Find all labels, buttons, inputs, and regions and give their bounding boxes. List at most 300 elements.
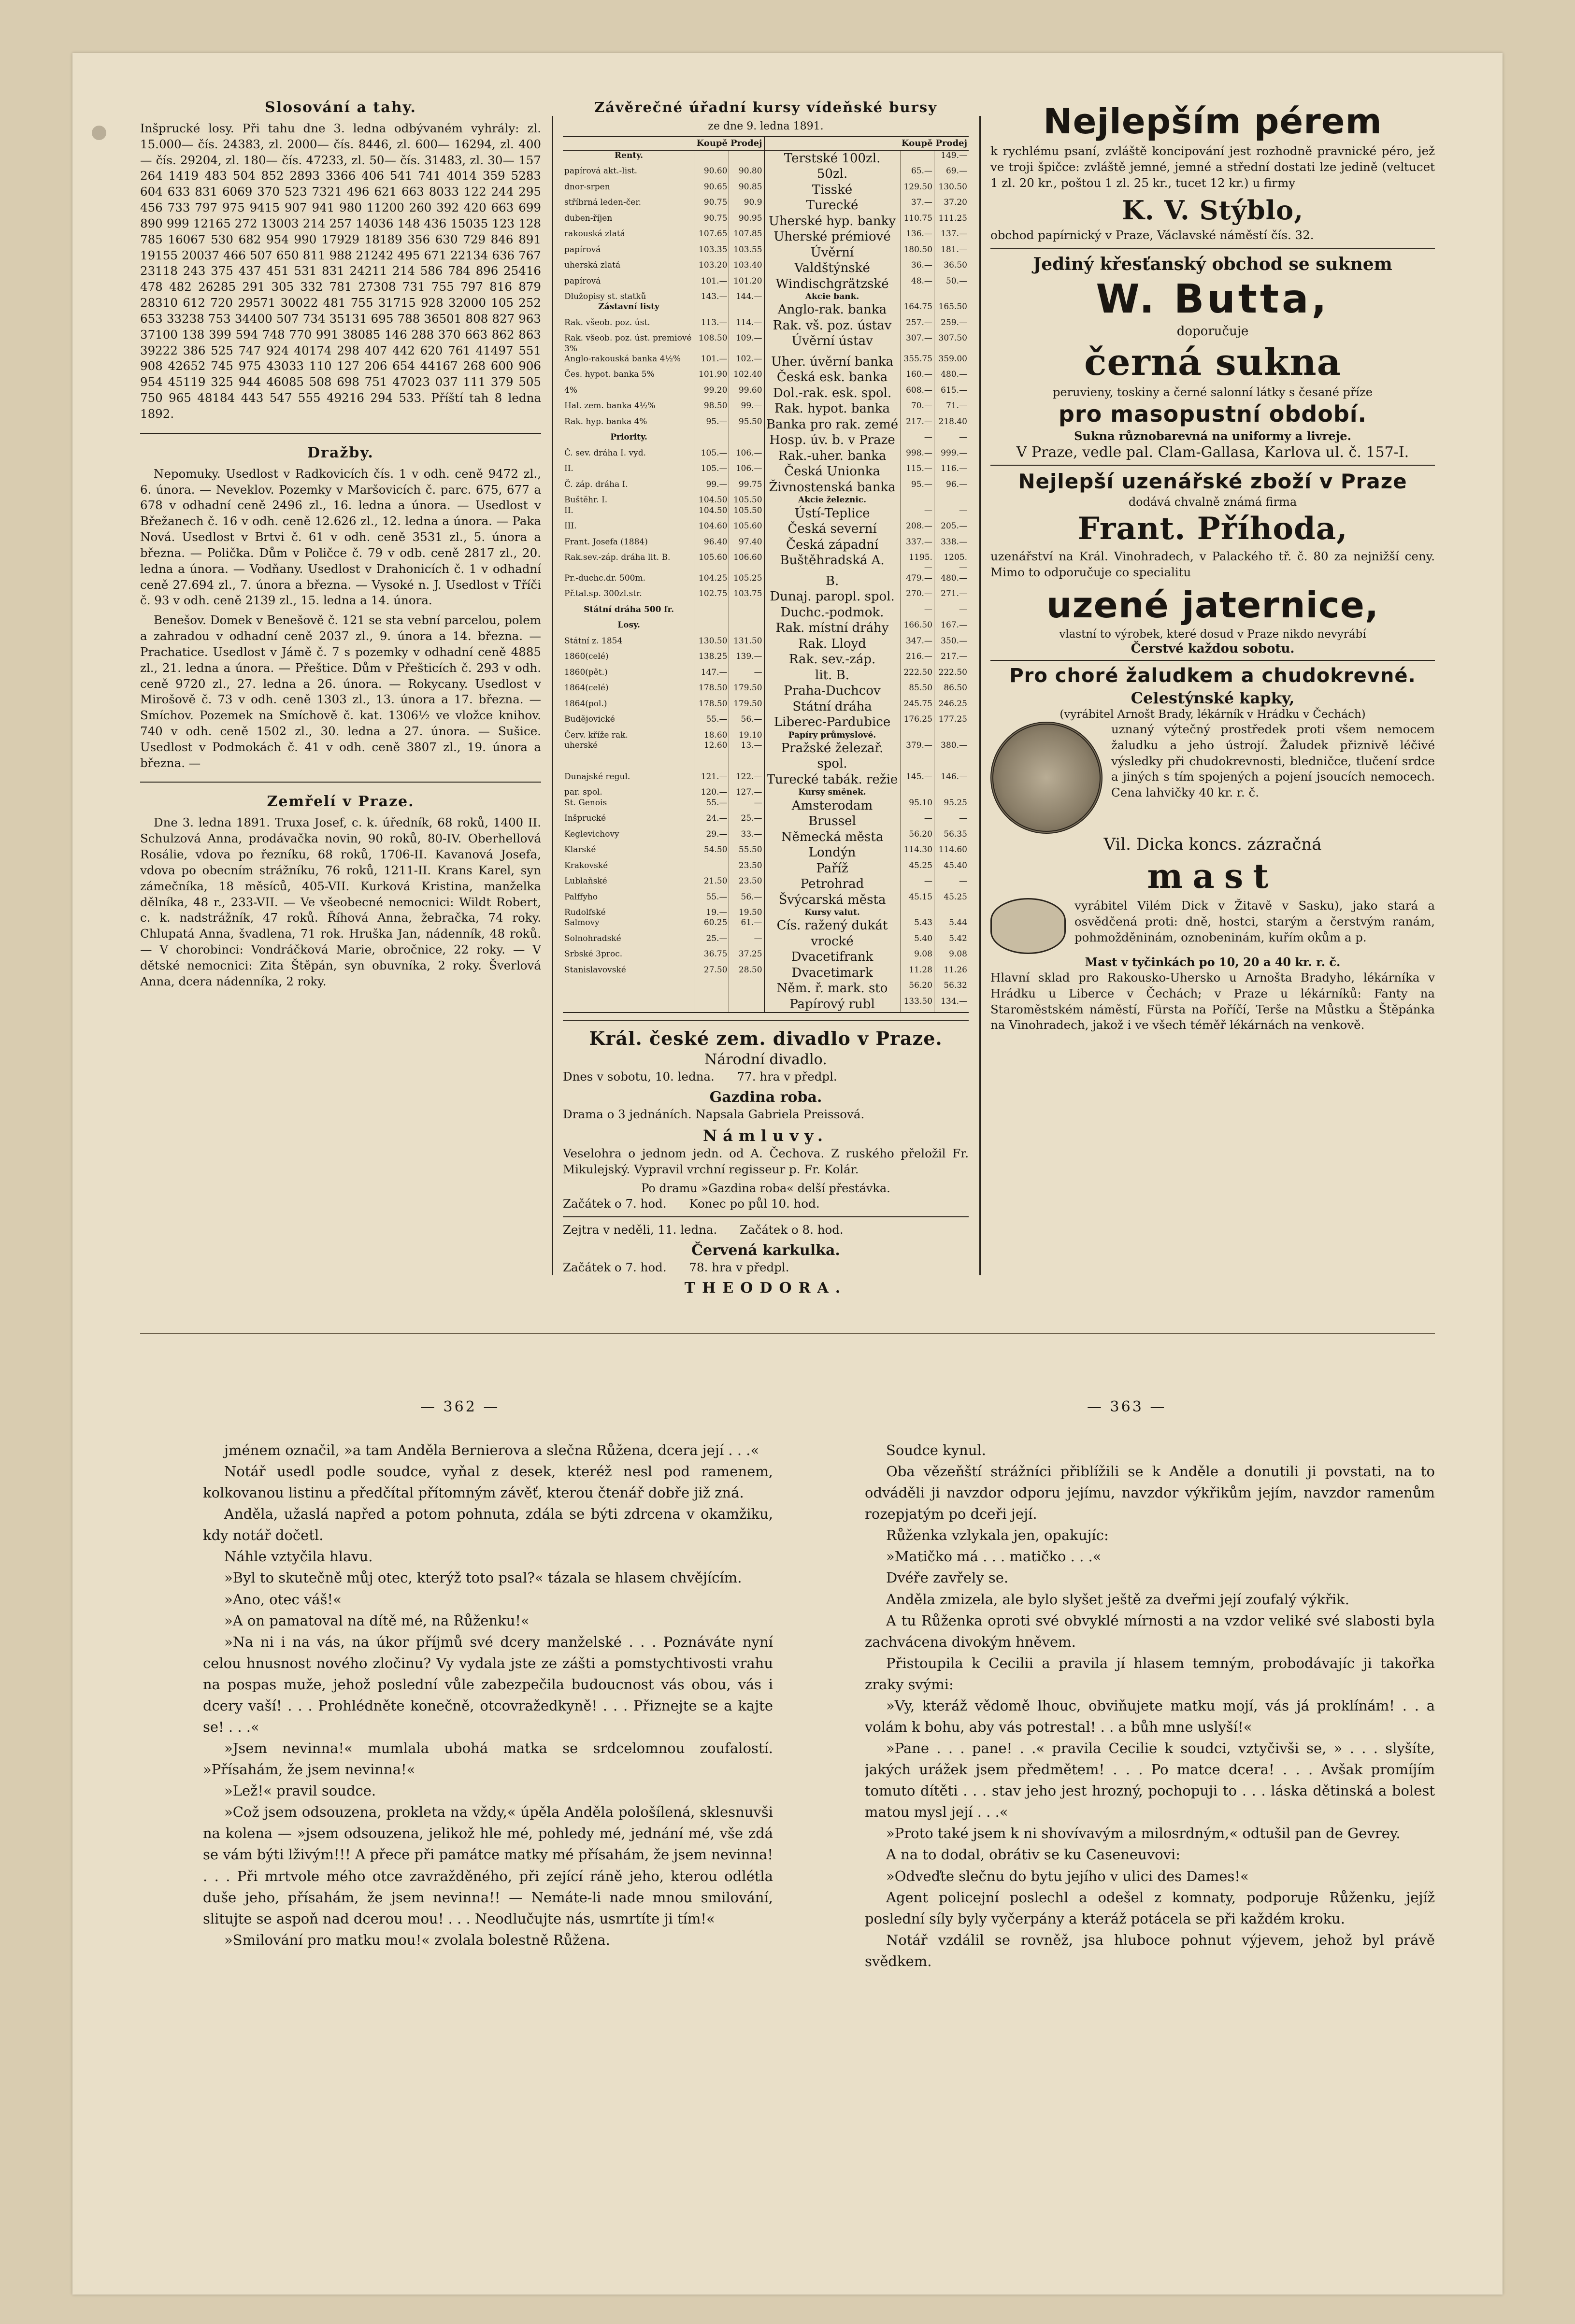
price-cell: 1195.— [900,553,934,573]
exchange-row [563,636,969,652]
price-cell: 55.— [695,798,729,814]
exchange-row [563,652,969,668]
price-cell [695,150,729,166]
security-name: St. Genois [564,798,607,808]
exchange-row [563,166,969,182]
price-cell: 121.— [695,772,729,788]
security-name: Česká severní [764,521,900,537]
price-cell: 217.— [934,652,969,668]
exchange-row [563,949,969,965]
exchange-row [563,506,969,522]
security-name: Rak. místní dráhy [764,620,900,636]
price-cell: 167.— [934,620,969,636]
security-name: papírová [564,244,601,255]
security-name: Petrohrad [764,876,900,892]
price-cell [729,997,764,1013]
price-cell: 107.65 [695,229,729,245]
price-cell: 149.— [934,150,969,166]
security-name: Rak. všeob. poz. úst. [564,317,650,328]
price-cell: 101.— [695,276,729,292]
story-paragraph: »A on pamatoval na dítě mé, na Růženku!« [224,1612,530,1629]
security-name: Akcie železnic. [764,495,900,505]
price-cell: 106.60 [729,553,764,573]
story-paragraph: »Byl to skutečně můj otec, kterýž toto psal?« tázala se hlasem chvějícím. [224,1569,742,1586]
price-cell: 105.60 [695,553,729,573]
divider [990,465,1435,466]
price-cell: 90.80 [729,166,764,182]
price-cell: 105.50 [729,506,764,522]
security-name: Dol.-rak. esk. spol. [764,385,900,401]
security-name: Duchc.-podmok. [764,605,900,621]
lottery-results: Inšprucké losy. Při tahu dne 3. ledna odbývaném vyhrály: zl. 15.000— čís. 24383, zl. 2000— čís. 8446, zl. 600— 16294, zl. 400— čís. 29204, zl. 180— čís. 47233, zl. 50— čís. 31483, zl. 30— 157 264 1419 483 504 852 2893 3366 406 541 741 4014 359 5283 604 633 831 6069 370 523 7321 496 621 663 8033 122 244 295 456 733 797 975 9415 907 941 980 11200 260 392 420 663 699 890 999 12165 272 13003 214 257 14036 148 436 15035 123 128 785 16067 530 682 954 990 17929 18189 356 630 729 846 891 19155 20037 466 507 650 811 988 21242 495 671 22134 636 767 23118 243 375 437 451 531 831 24211 214 586 784 896 25416 478 482 26285 291 305 332 781 27308 731 755 797 816 879 28310 612 720 29571 30022 481 755 31715 928 32000 105 252 653 33238 753 34400 507 734 35131 695 788 36501 808 827 963 37100 138 399 594 748 770 991 38085 146 288 370 663 862 863 39222 386 525 747 924 40174 298 407 442 620 761 41497 551 908 42652 745 975 43033 110 127 206 654 44167 268 600 906 954 45119 325 944 46085 508 698 751 47023 037 111 379 505 750 965 48184 443 547 555 49216 294 533. Příští tah 8 ledna 1892. [140,121,541,421]
security-name: Buštěhr. I. [564,495,608,505]
security-name: Anglo-rakouská banka 4½% [564,354,681,364]
auctions-paragraph: Nepomuky. Usedlost v Radkovicích čís. 1 v odh. ceně 9472 zl., 6. února. — Neveklov. Pozemky v Maršovicích č. parc. 675, 677 a 678 v odhadní ceně 2496 zl., 16. ledna a února. — Usedlost v Břežanech č. 16 v odh. ceně 12.626 zl., 12. ledna a února. — Paka Nová. Usedlost v Brtvi č. 61 v odh. ceně 3531 zl., 5. února a března. — Polička. Dům v Poličce č. 79 v odb. ceně 2817 zl., 20. ledna a února. — Vodňany. Usedlost v Drahonicích č. 1 v odhadní ceně 27.694 zl., 7. února a března. — Vysoké n. J. Usedlost v Tříči č. 93 v odh. ceně 2139 zl., 15. ledna a 14. února. [140,466,541,608]
story-paragraph: A na to dodal, obrátiv se ku Caseneuvovi: [886,1846,1181,1863]
ad-cloth-period: pro masopustní období. [1059,401,1367,428]
story-paragraph: Notář usedl podle soudce, vyňal z desek, kteréž nesl pod ramenem, kolkovanou listinu a předčítal přítomným závěť, kterou čtenář dobře již zná. [203,1463,773,1501]
play-title: THEODORA. [684,1280,847,1297]
story-paragraph: »Jsem nevinna!« mumlala ubohá matka se srdcelomnou zoufalostí. »Přísahám, že jsem nevinna!« [203,1740,773,1778]
price-cell: 217.— [900,417,934,433]
ad-sausage-heading: Nejlepší uzenářské zboží v Praze [1018,470,1407,494]
ad-cloth-big: černá sukna [1084,341,1341,384]
ad-sausage-daily: Čerstvé každou sobotu. [1131,641,1295,656]
security-name: Pr.-duchc.dr. 500m. [564,573,645,583]
price-cell: 99.20 [695,385,729,401]
ad-sausage-text: uzenářství na Král. Vinohradech, v Palackého tř. č. 80 za nejnižší ceny. Mimo to odporučuje co specialitu [990,549,1435,580]
security-name: Hosp. úv. b. v Praze [764,432,900,448]
price-cell: 130.50 [934,182,969,198]
price-cell: — [900,813,934,829]
exchange-row [563,798,969,814]
price-cell: 90.75 [695,198,729,214]
price-cell: 160.— [900,370,934,385]
story-paragraph: Anděla zmizela, ale bylo slyšet ještě za dveřmi její zoufalý výkřik. [886,1591,1349,1608]
security-name: Uher. úvěrní banka [764,354,900,370]
story-paragraph: Přistoupila k Cecilii a pravila jí hlasem temným, probodávajíc ji takořka zraky svými: [865,1654,1435,1693]
price-cell: 104.50 [695,506,729,522]
security-name: Kursy valut. [764,908,900,918]
library-stamp-icon [92,126,106,140]
security-name: Rak.sev.-záp. dráha lit. B. [564,553,671,562]
price-cell [900,908,934,918]
play-title: Gazdina roba. [709,1089,822,1106]
price-cell: 355.75 [900,354,934,370]
deaths-list: Dne 3. ledna 1891. Truxa Josef, c. k. úředník, 68 roků, 1400 II. Schulzová Anna, prodávačka novin, 90 roků, 80-IV. Oberhellová Rosálie, vdova po řezníku, 68 roků, 1706-II. Kavanová Josefa, vdova po obecním strážníku, 76 roků, 1211-II. Krans Karel, syn zámečníka, 18 měsíců, 405-VII. Kurková Kristina, manželka dělníka, 48 r., 233-VII. — Ve všeobecné nemocnici: Wildt Robert, c. k. nadstrážník, 47 roků. Říhová Anna, žebračka, 74 roky. Chlupatá Anna, švadlena, 71 rok. Hruška Jan, nádenník, 48 roků. — V chorobinci: Vondráčková Marie, obročnice, 22 roky. — V dětské nemocnici: Zita Štěpán, syn obuvníka, 2 roky. Šverlová Anna, dcera nádenníka, 2 roky. [140,815,541,988]
price-cell: 1205.— [934,553,969,573]
price-cell: 33.— [729,829,764,845]
price-cell [934,730,969,741]
security-name: Krakovské [564,860,608,870]
divider [563,1020,969,1021]
security-name: Solnohradské [564,933,621,943]
story-left-column [203,1440,773,2237]
price-cell: 129.50 [900,182,934,198]
security-name: Úvěrní [764,245,900,261]
security-name: papírová [564,276,601,286]
price-cell: 166.50 [900,620,934,636]
price-cell: 25.— [729,813,764,829]
exchange-row [563,620,969,636]
exchange-row [563,934,969,950]
seal-emblem-icon [990,722,1102,834]
price-cell: 116.— [934,464,969,480]
security-name: III. [564,521,577,531]
price-cell: 246.25 [934,699,969,715]
security-name: Palffyho [564,892,598,902]
security-name: Dunajské regul. [564,771,630,782]
price-cell: 102.— [729,354,764,370]
price-cell: 54.50 [695,845,729,861]
security-name: Dvacetimark [764,965,900,981]
story-paragraph: »Lež!« pravil soudce. [224,1782,376,1799]
price-cell: 96.40 [695,537,729,553]
price-cell: 99.— [729,401,764,417]
security-name: Př.tal.sp. 300zl.str. [564,589,642,599]
exchange-row [563,997,969,1013]
price-cell [900,292,934,302]
exchange-row [563,401,969,417]
security-name: Česká esk. banka [764,370,900,385]
price-cell: 13.— [729,741,764,772]
exchange-row [563,521,969,537]
ad-cloth-note: Sukna různobarevná na uniformy a livreje. [1074,429,1351,443]
security-name: Amsterodam [764,798,900,814]
story-paragraph: Náhle vztyčila hlavu. [224,1548,373,1565]
price-cell: 90.65 [695,182,729,198]
security-name: stříbrná leden-čer. [564,198,641,207]
ad-pen-firm: K. V. Stýblo, [1122,195,1303,226]
price-cell [695,861,729,877]
price-cell [695,981,729,997]
price-cell: 104.25 [695,573,729,589]
price-cell: 71.— [934,401,969,417]
security-name: Losy. [617,620,640,630]
price-cell: 29.— [695,829,729,845]
security-name: Buštěhradská A. [764,553,900,573]
story-paragraph: Anděla, užaslá napřed a potom pohnuta, zdála se býti zdrcena v okamžiku, kdy notář dočetl. [203,1506,773,1544]
auctions-heading: Dražby. [307,444,374,461]
price-cell: 23.50 [729,876,764,892]
price-cell: 86.50 [934,683,969,699]
exchange-heading: Závěrečné úřadní kursy vídeňské bursy [594,99,938,115]
divider [990,660,1435,661]
security-name: Uherské prémiové [764,229,900,245]
price-cell: 114.60 [934,845,969,861]
security-name: Červ. kříže rak. [564,730,628,740]
security-name: duben-říjen [564,213,613,223]
price-cell: 25.— [695,934,729,950]
security-name: Tisské [764,182,900,198]
col-header: Koupě [695,137,729,150]
exchange-row [563,150,969,166]
price-cell: 615.— [934,385,969,401]
security-name: Stanislavovské [564,965,626,975]
fold-line [140,1333,1435,1334]
exchange-row [563,537,969,553]
price-cell: 114.— [729,318,764,334]
price-cell [729,605,764,621]
price-cell: 146.— [934,772,969,788]
price-cell [934,292,969,302]
price-cell: 56.— [729,714,764,730]
price-cell: 97.40 [729,537,764,553]
price-cell: 55.— [695,714,729,730]
exchange-row [563,260,969,276]
price-cell: 181.— [934,245,969,261]
exchange-row [563,370,969,385]
price-cell: 164.75 [900,302,934,318]
story-paragraph: »Ano, otec váš!« [224,1591,342,1608]
security-name: Státní dráha [764,699,900,715]
price-cell: 144.— [729,292,764,302]
col-header: Koupě [900,137,934,150]
price-cell: 104.50 [695,495,729,505]
price-cell: 337.— [900,537,934,553]
price-cell: 55.50 [729,845,764,861]
price-cell: 56.32 [934,981,969,997]
price-cell: 65.— [900,166,934,182]
price-cell: 103.55 [729,245,764,261]
price-cell: 103.20 [695,260,729,276]
price-cell: 90.95 [729,214,764,229]
ad-cloth-recommend: doporučuje [1176,324,1249,339]
security-name [563,997,695,1013]
price-cell: 115.— [900,464,934,480]
ad-ointment-big: mast [1147,855,1278,896]
price-cell: 90.75 [695,214,729,229]
theatre-line: Veselohra o jednom jedn. od A. Čechova. Z ruského přeložil Fr. Mikulejský. Vypravil vrchní regisseur p. Fr. Kolár. [563,1146,969,1176]
security-name: Papíry průmyslové. [764,730,900,741]
price-cell: 56.20 [900,829,934,845]
price-cell [729,981,764,997]
ad-ointment-depot: Hlavní sklad pro Rakousko-Uhersko u Arnošta Bradyho, lékárníka v Hrádku u Liberce v Čechách; v Praze u lékárníků: Fanty na Staroměstském náměstí, Fürsta na Poříčí, Terše na Můstku a Štěpánka na Vinohradech, jakož i ve všech téměř lékárnách na venkově. [990,970,1435,1032]
ad-pen-heading: Nejlepším pérem [1043,101,1382,142]
price-cell [695,997,729,1013]
price-cell: 608.— [900,385,934,401]
story-paragraph: »Smilování pro matku mou!« zvolala bolestně Růžena. [224,1931,610,1948]
price-cell: 145.— [900,772,934,788]
security-name: Klarské [564,845,596,855]
price-cell [695,302,729,318]
price-cell: — [900,432,934,448]
ad-sausage-sub: dodává chvalně známá firma [1128,495,1297,509]
exchange-row [563,292,969,302]
price-cell [729,150,764,166]
security-name: Dlužopisy st. statků [564,292,646,301]
price-cell: 95.10 [900,798,934,814]
exchange-row [563,182,969,198]
security-name: par. spol. [564,787,602,798]
ad-cloth-text: peruvieny, toskiny a černé salonní látky s česané příze [1053,385,1373,399]
security-name: Akcie bank. [764,292,900,302]
price-cell: 103.40 [729,260,764,276]
exchange-table [563,136,969,1013]
ad-cloth-heading: Jediný křesťanský obchod se suknem [1033,254,1392,275]
security-name: Švýcarská města [764,892,900,908]
price-cell: 122.— [729,772,764,788]
price-cell: — [900,605,934,621]
price-cell: 9.08 [900,949,934,965]
price-cell: 98.50 [695,401,729,417]
column-right [990,99,1435,1326]
security-name: Č. záp. dráha I. [564,479,628,489]
security-name: Praha-Duchcov [764,683,900,699]
price-cell: 27.50 [695,965,729,981]
price-cell: 56.35 [934,829,969,845]
price-cell: 19.10 [729,730,764,741]
exchange-row [563,464,969,480]
theatre-line: Začátek o 7. hod. Konec po půl 10. hod. [563,1196,820,1211]
price-cell: 102.40 [729,370,764,385]
security-name: 1860(celé) [564,652,609,661]
price-cell: 103.75 [729,589,764,605]
price-cell: 61.— [729,918,764,934]
ad-drops-heading: Pro choré žaludkem a chudokrevné. [1009,664,1416,687]
security-name: II. [564,464,573,474]
exchange-row [563,573,969,589]
security-name: Německá města [764,829,900,845]
ad-sausage-firm: Frant. Příhoda, [1077,511,1348,547]
price-cell [900,150,934,166]
story-right-column [865,1440,1435,2237]
exchange-row [563,432,969,448]
price-cell [934,787,969,798]
security-name: Česká Unionka [764,464,900,480]
page-number-right: — 363 — [1087,1398,1167,1415]
exchange-row [563,448,969,464]
price-cell: — [900,506,934,522]
security-name: Rak.-uher. banka [764,448,900,464]
security-name: Renty. [615,150,644,160]
exchange-row [563,772,969,788]
ad-drops-maker: (vyrábitel Arnošt Brady, lékárník v Hrádku v Čechách) [1060,708,1366,721]
security-name: Priority. [610,432,647,442]
price-cell: — [900,876,934,892]
price-cell: 271.— [934,589,969,605]
price-cell: 24.— [695,813,729,829]
security-name: Živnostenská banka [764,480,900,496]
price-cell: 56.— [729,892,764,908]
price-cell: 56.20 [900,981,934,997]
price-cell: 338.— [934,537,969,553]
column-left [140,99,541,1326]
story-paragraph: »Což jsem odsouzena, prokleta na vždy,« úpěla Anděla pološílená, sklesnuvši na kolena — »jsem odsouzena, jelikož hle mé, pohledy mé, jednání mé, vše zdá se vám býti lživým!!! A přece při památce matky mé přísahám, že jsem nevinna! . . . Při mrtvole mého otce zavražděného, při zející ráně jeho, kterou odlétla duše jeho, přísahám, že jsem nevinna!! — Nemáte-li nade mnou smilování, slitujte se aspoň nad dcerou mou! . . . Neodlučujte nás, usmrtíte ji tím!« [203,1804,773,1927]
lottery-heading: Slosování a tahy. [265,99,416,116]
security-name: Srbské 3proc. [564,949,623,959]
security-name: vrocké [764,934,900,950]
price-cell: 257.— [900,318,934,334]
exchange-row [563,214,969,229]
price-cell: 19.50 [729,908,764,918]
price-cell [695,605,729,621]
security-name: 1860(pět.) [564,667,608,677]
price-cell: 259.— [934,318,969,334]
price-cell: 99.75 [729,480,764,496]
col-header: Prodej [934,137,969,150]
exchange-row [563,385,969,401]
price-cell: 216.— [900,652,934,668]
security-name: uherské [564,740,598,750]
newspaper-page [72,53,1503,2295]
security-name: lit. B. [764,668,900,684]
price-cell: — [934,876,969,892]
price-cell: 95.— [900,480,934,496]
price-cell [695,432,729,448]
exchange-row [563,787,969,798]
price-cell: 102.75 [695,589,729,605]
price-cell: 222.50 [934,668,969,684]
price-cell: 179.50 [729,699,764,715]
security-name: Česká západní [764,537,900,553]
security-name: papírová akt.-list. [564,166,638,176]
security-name: Zástavní listy [598,302,659,312]
price-cell: 105.50 [729,495,764,505]
price-cell: 131.50 [729,636,764,652]
price-cell: 11.26 [934,965,969,981]
security-name: 50zl. [764,166,900,182]
column-middle [563,99,969,1326]
price-cell: 180.50 [900,245,934,261]
price-cell: 480.— [934,573,969,589]
deaths-heading: Zemřelí v Praze. [267,793,415,811]
price-cell: 101.20 [729,276,764,292]
security-name: Lublaňské [564,876,607,886]
security-name: 4% [564,385,577,395]
price-cell: 350.— [934,636,969,652]
security-name: Frant. Josefa (1884) [564,537,648,547]
price-cell: 270.— [900,589,934,605]
price-cell: 105.— [695,464,729,480]
price-cell: 177.25 [934,714,969,730]
exchange-row [563,965,969,981]
price-cell: 5.42 [934,934,969,950]
exchange-row [563,495,969,505]
exchange-row [563,553,969,573]
price-cell: 70.— [900,401,934,417]
price-cell: 90.60 [695,166,729,182]
price-cell: 111.25 [934,214,969,229]
theatre-line: Po dramu »Gazdina roba« delší přestávka. [641,1181,890,1195]
price-cell: 479.— [900,573,934,589]
price-cell: 114.30 [900,845,934,861]
story-paragraph: »Vy, kteráž vědomě lhouc, obviňujete matku mojí, vás já proklínám! . . a volám k bohu, aby vás potrestal! . . a bůh mne uslyší!« [865,1697,1435,1736]
security-name: Rak. všeob. poz. úst. premiové 3% [564,333,692,354]
price-cell [900,787,934,798]
price-cell: — [934,813,969,829]
price-cell: 101.— [695,354,729,370]
price-cell: 60.25 [695,918,729,934]
price-cell: 379.— [900,741,934,772]
price-cell: 136.— [900,229,934,245]
price-cell: 245.75 [900,699,934,715]
price-cell: 380.— [934,741,969,772]
exchange-row [563,229,969,245]
divider [140,433,541,434]
price-cell: 105.60 [729,521,764,537]
price-cell: 307.50 [934,333,969,354]
price-cell [934,908,969,918]
ad-sausage-note: vlastní to výrobek, které dosud v Praze nikdo nevyrábí [1059,627,1366,641]
exchange-row [563,714,969,730]
price-cell: 36.75 [695,949,729,965]
security-name: Londýn [764,845,900,861]
story-paragraph: Notář vzdálil se rovněž, jsa hluboce pohnut výjevem, jehož byl právě svědkem. [865,1931,1435,1969]
price-cell: 307.— [900,333,934,354]
story-paragraph: »Proto také jsem k ni shovívavým a milosrdným,« odtušil pan de Gevrey. [886,1825,1401,1842]
divider [140,782,541,783]
